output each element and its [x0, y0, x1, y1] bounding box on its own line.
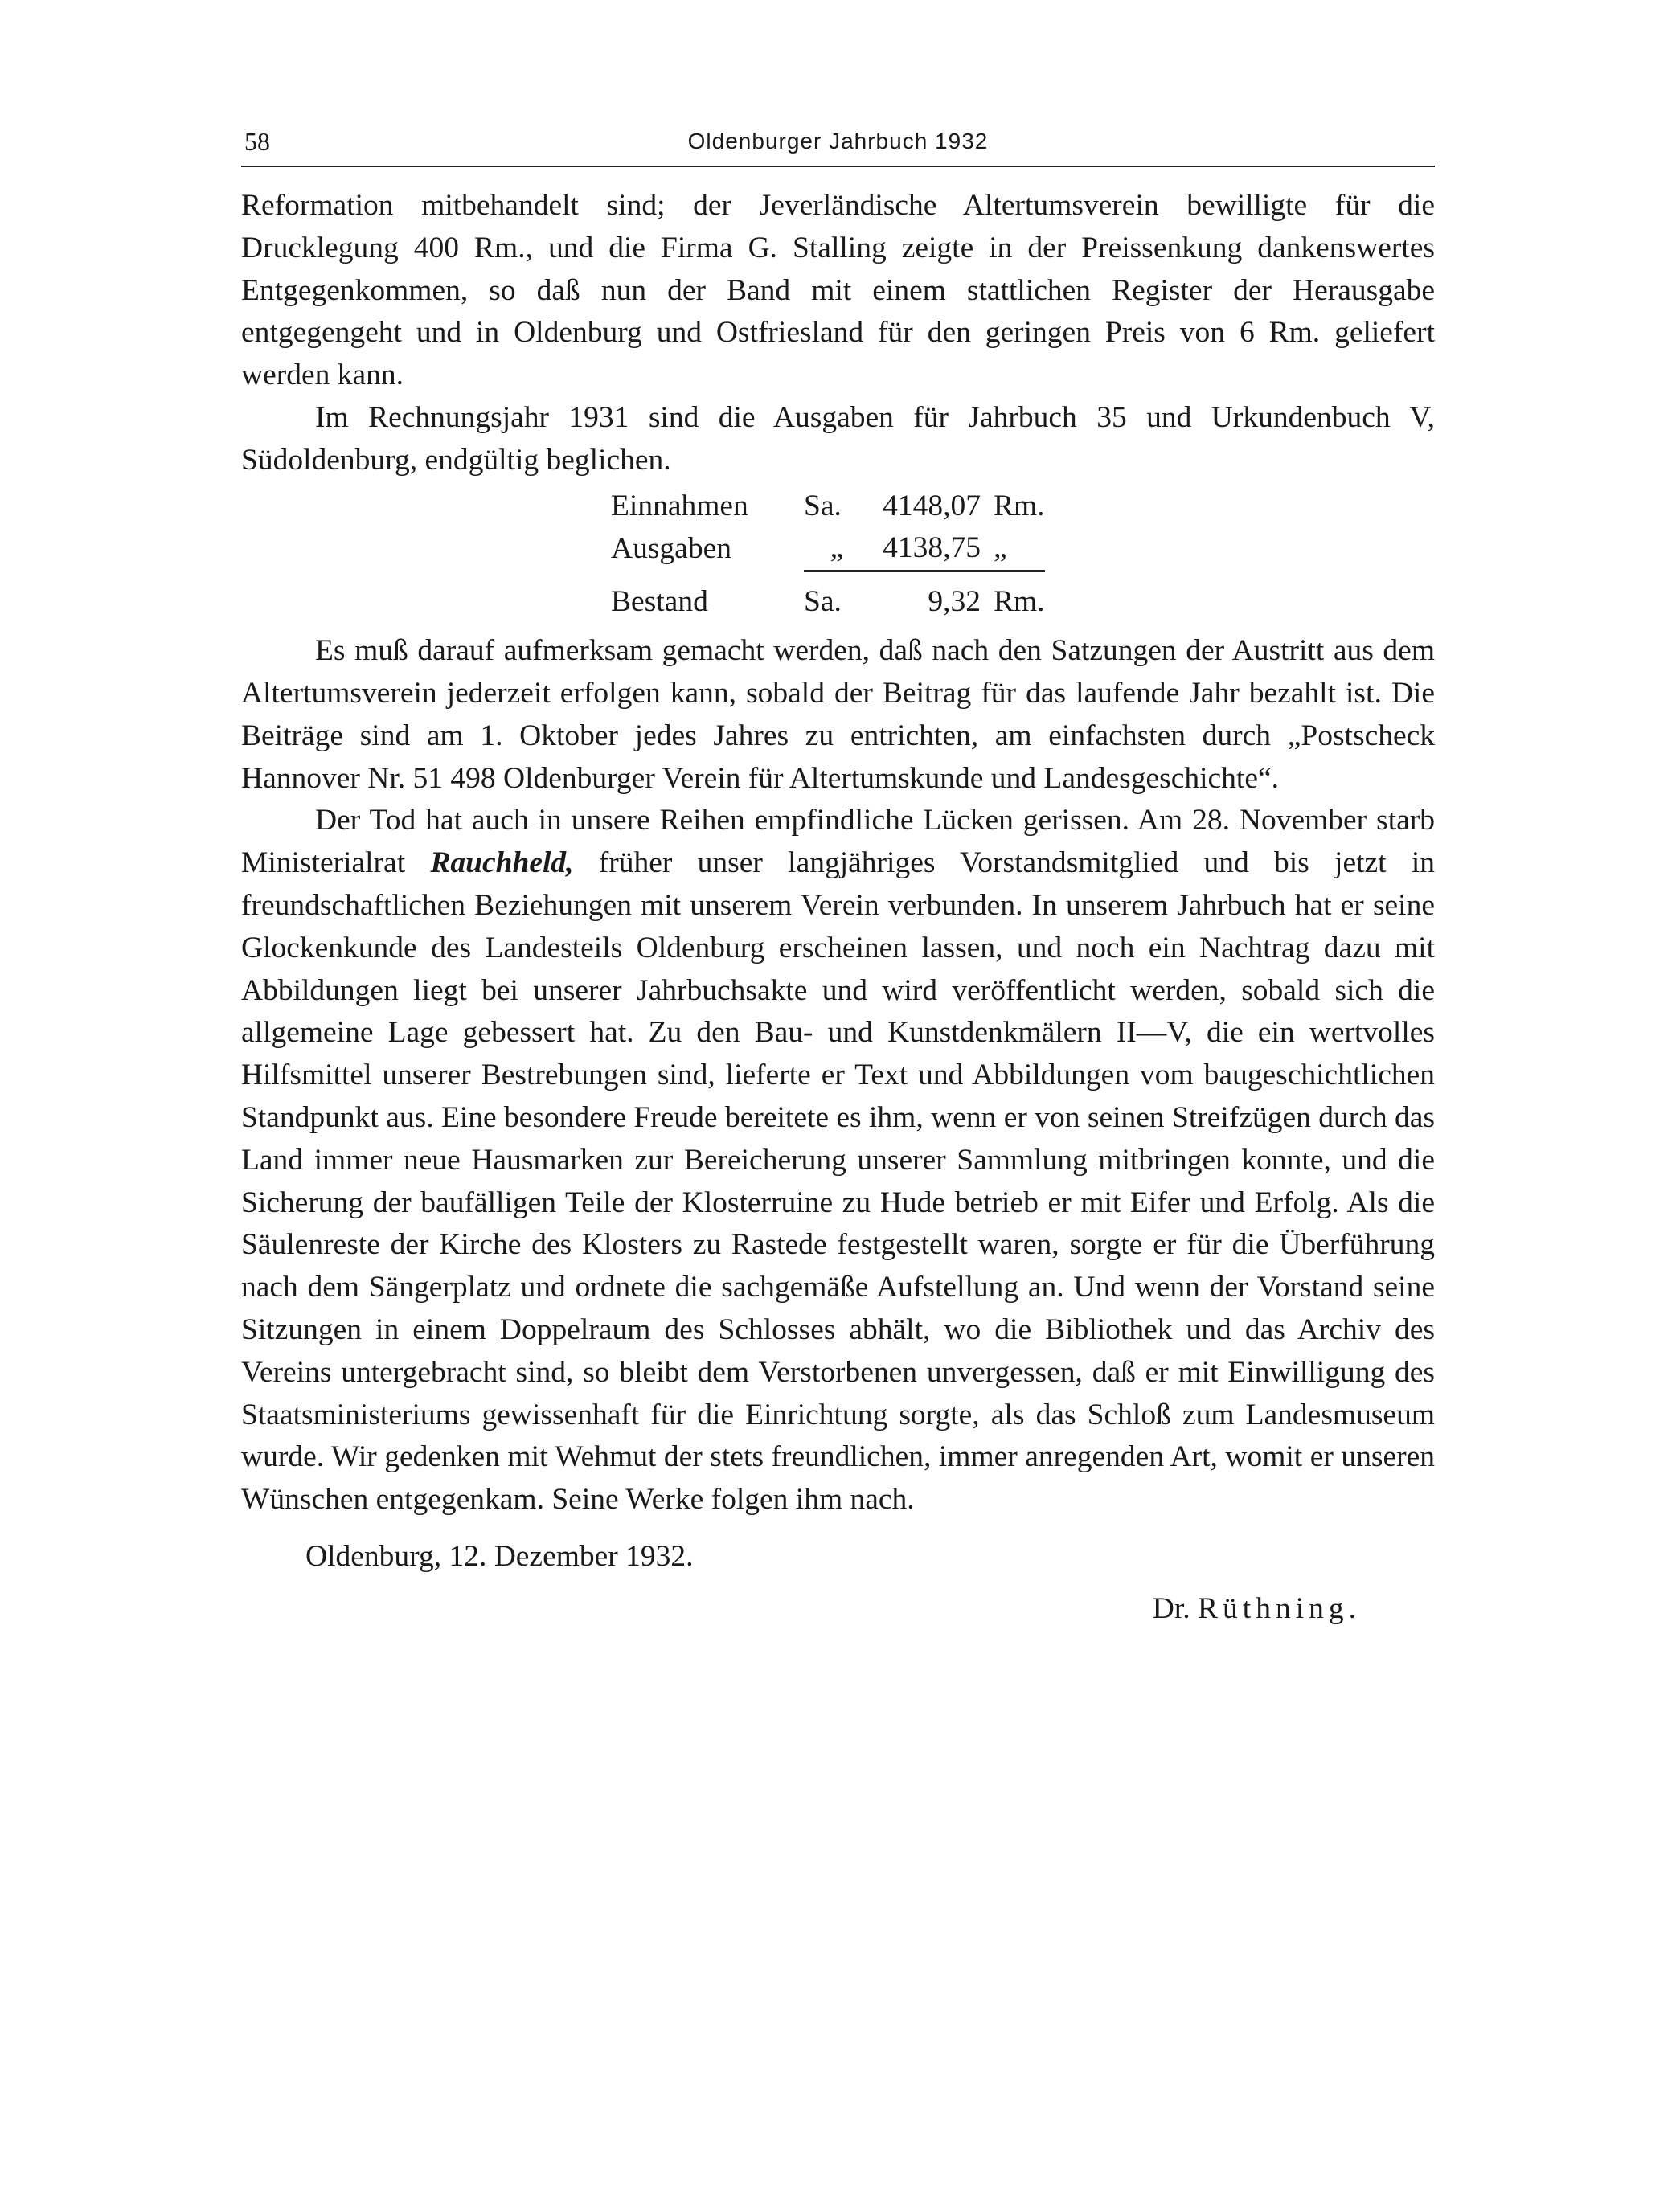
running-title: Oldenburger Jahrbuch 1932: [687, 129, 989, 154]
ledger-prefix: Sa.: [804, 489, 842, 522]
ledger-total-label: Bestand: [611, 585, 708, 619]
paragraph-nachruf: [241, 800, 1435, 1521]
ledger-label: Einnahmen: [611, 489, 748, 522]
closing-block: [241, 1536, 1435, 1631]
page-header: [241, 121, 1435, 167]
ledger-row-bestand: [611, 571, 1045, 626]
ledger-unit: „: [994, 531, 1007, 565]
ledger-prefix: „: [830, 531, 844, 565]
document-page: [241, 121, 1435, 1631]
ledger-label: Ausgaben: [611, 532, 731, 566]
nachruf-text-start: Der Tod hat auch in unsere Reihen empfindliche Lücken gerissen. Am 28. November starb Ministerialrat: [241, 804, 1435, 880]
account-ledger: [611, 485, 1045, 626]
ledger-total-unit: Rm.: [981, 571, 1045, 626]
signature-name: Rüthning.: [1198, 1591, 1361, 1625]
ledger-total-prefix: Sa.: [804, 571, 870, 626]
paragraph-satzungen: Es muß darauf aufmerksam gemacht werden, daß nach den Satzungen der Austritt aus dem Altertumsverein jederzeit erfolgen kann, sobald der Beitrag für das laufende Jahr bezahlt ist. Die Beiträge sind am 1. Oktober jedes Jahres zu entrichten, am einfachsten durch „Postscheck Hannover Nr. 51 498 Oldenburger Verein für Altertumskunde und Landesgeschichte“.: [241, 634, 1435, 795]
nachruf-text-rest: früher unser langjähriges Vorstandsmitglied und bis jetzt in freundschaftlichen Beziehungen mit unserem Verein verbunden. In unserem Jahrbuch hat er seine Glockenkunde des Landesteils Oldenburg erscheinen lassen, und noch ein Nachtrag dazu mit Abbildungen liegt bei unserer Jahrbuchsakte und wird veröffentlicht werden, sobald sich die allgemeine Lage gebessert hat. Zu den Bau- und Kunstdenkmälern II—V, die ein wertvolles Hilfsmittel unserer Bestrebungen sind, lieferte er Text und Abbildungen vom baugeschichtlichen Standpunkt aus. Eine besondere Freude bereitete es ihm, wenn er von seinen Streifzügen durch das Land immer neue Hausmarken zur Bereicherung unserer Sammlung mitbringen konnte, und die Sicherung der baufälligen Teile der Klosterruine zu Hude betrieb er mit Eifer und Erfolg. Als die Säulenreste der Kirche des Klosters zu Rastede festgestellt waren, sorgte er für die Überführung nach dem Sängerplatz und ordnete die sachgemäße Aufstellung an. Und wenn der Vorstand seine Sitzungen in einem Doppelraum des Schlosses abhält, wo die Bibliothek und das Archiv des Vereins untergebracht sind, so bleibt dem Verstorbenen unvergessen, daß er mit Einwilligung des Staatsministeriums gewissenhaft für die Einrichtung sorgte, als das Schloß zum Landesmuseum wurde. Wir gedenken mit Wehmut der stets freundlichen, immer anregenden Art, womit er unseren Wünschen entgegenkam. Seine Werke folgen ihm nach.: [241, 846, 1436, 1517]
place-date: Oldenburg, 12. Dezember 1932.: [305, 1539, 694, 1573]
ledger-total-amount: 9,32: [870, 571, 981, 626]
ledger-row-ausgaben: [611, 527, 1045, 571]
ledger-unit: Rm.: [994, 489, 1045, 522]
ledger-amount: 4148,07: [883, 489, 981, 522]
person-name: Rauchheld,: [430, 846, 574, 880]
ledger-row-einnahmen: [611, 485, 1045, 528]
ledger-amount: 4138,75: [883, 531, 981, 565]
page-number: 58: [244, 127, 270, 156]
body-text: [241, 185, 1435, 1521]
signature-title: Dr.: [1152, 1591, 1190, 1625]
paragraph-rechnungsjahr: Im Rechnungsjahr 1931 sind die Ausgaben für Jahrbuch 35 und Urkundenbuch V, Südoldenburg, endgültig beglichen.: [241, 400, 1435, 477]
paragraph-reformation: Reformation mitbehandelt sind; der Jeverländische Altertumsverein bewilligte für die Drucklegung 400 Rm., und die Firma G. Stalling zeigte in der Preissenkung dankenswertes Entgegenkommen, so daß nun der Band mit einem stattlichen Register der Herausgabe entgegengeht und in Oldenburg und Ostfriesland für den geringen Preis von 6 Rm. geliefert werden kann.: [241, 189, 1435, 392]
signature: [241, 1588, 1435, 1631]
